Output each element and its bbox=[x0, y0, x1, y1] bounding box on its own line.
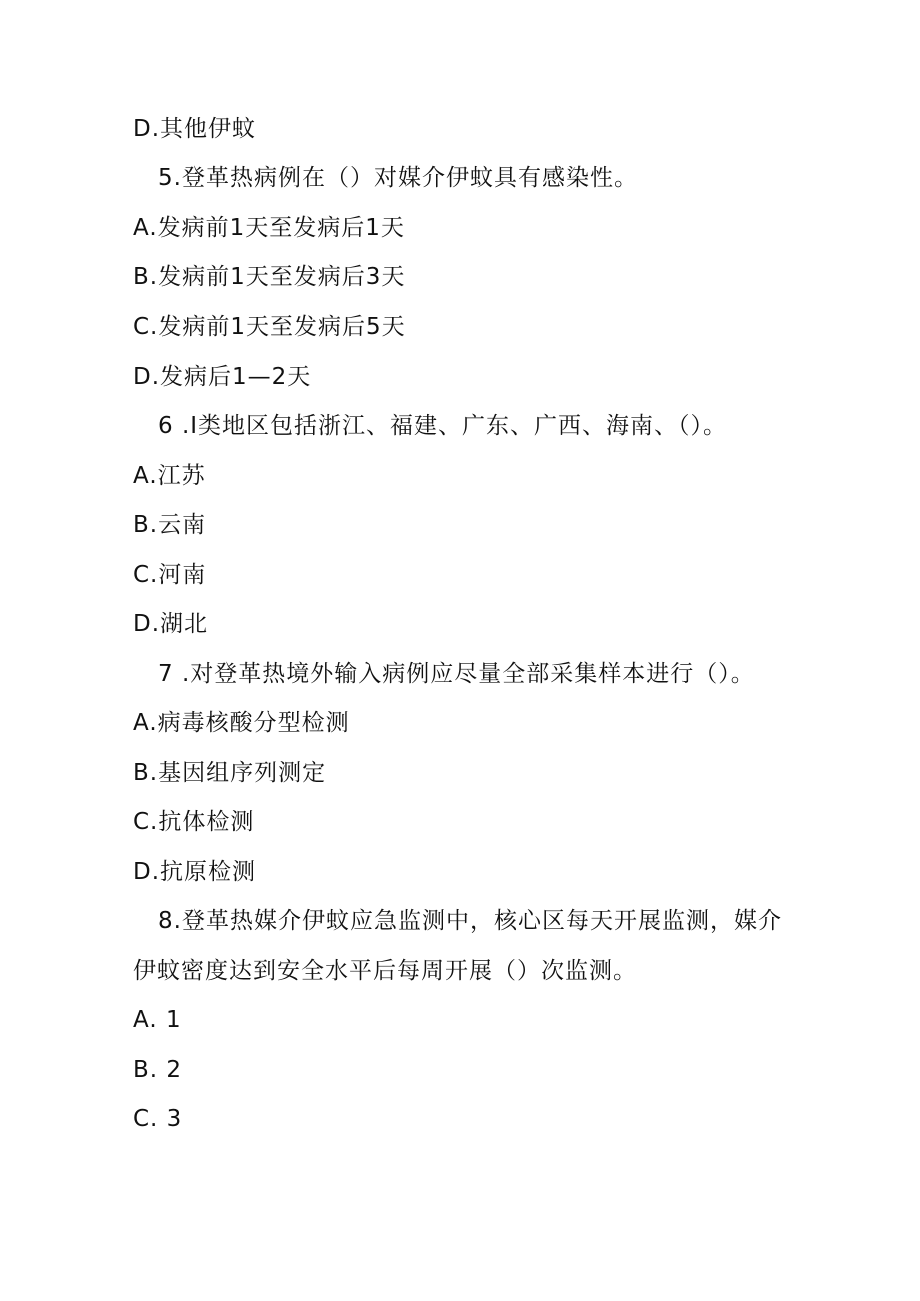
option-6b: B.云南 bbox=[133, 512, 207, 538]
question-6: 6 .I类地区包括浙江、福建、广东、广西、海南、（）。 bbox=[158, 413, 728, 439]
option-7c: C.抗体检测 bbox=[133, 809, 255, 835]
option-8a: A. 1 bbox=[133, 1007, 182, 1033]
option-8c: C. 3 bbox=[133, 1106, 183, 1132]
question-5: 5.登革热病例在（）对媒介伊蚊具有感染性。 bbox=[158, 165, 638, 191]
question-8-continued: 伊蚊密度达到安全水平后每周开展（）次监测。 bbox=[133, 958, 637, 984]
option-6a: A.江苏 bbox=[133, 463, 206, 489]
option-5b: B.发病前1天至发病后3天 bbox=[133, 264, 406, 290]
option-8b: B. 2 bbox=[133, 1057, 183, 1083]
option-6d: D.湖北 bbox=[133, 611, 209, 637]
option-4d: D.其他伊蚊 bbox=[133, 116, 257, 142]
option-7b: B.基因组序列测定 bbox=[133, 760, 327, 786]
option-5c: C.发病前1天至发病后5天 bbox=[133, 314, 406, 340]
option-7d: D.抗原检测 bbox=[133, 859, 257, 885]
option-5a: A.发病前1天至发病后1天 bbox=[133, 215, 405, 241]
option-6c: C.河南 bbox=[133, 562, 207, 588]
option-5d: D.发病后1—2天 bbox=[133, 364, 312, 390]
question-7: 7 .对登革热境外输入病例应尽量全部采集样本进行（）。 bbox=[158, 661, 755, 687]
question-8: 8.登革热媒介伊蚊应急监测中，核心区每天开展监测，媒介 bbox=[158, 908, 782, 934]
option-7a: A.病毒核酸分型检测 bbox=[133, 710, 350, 736]
